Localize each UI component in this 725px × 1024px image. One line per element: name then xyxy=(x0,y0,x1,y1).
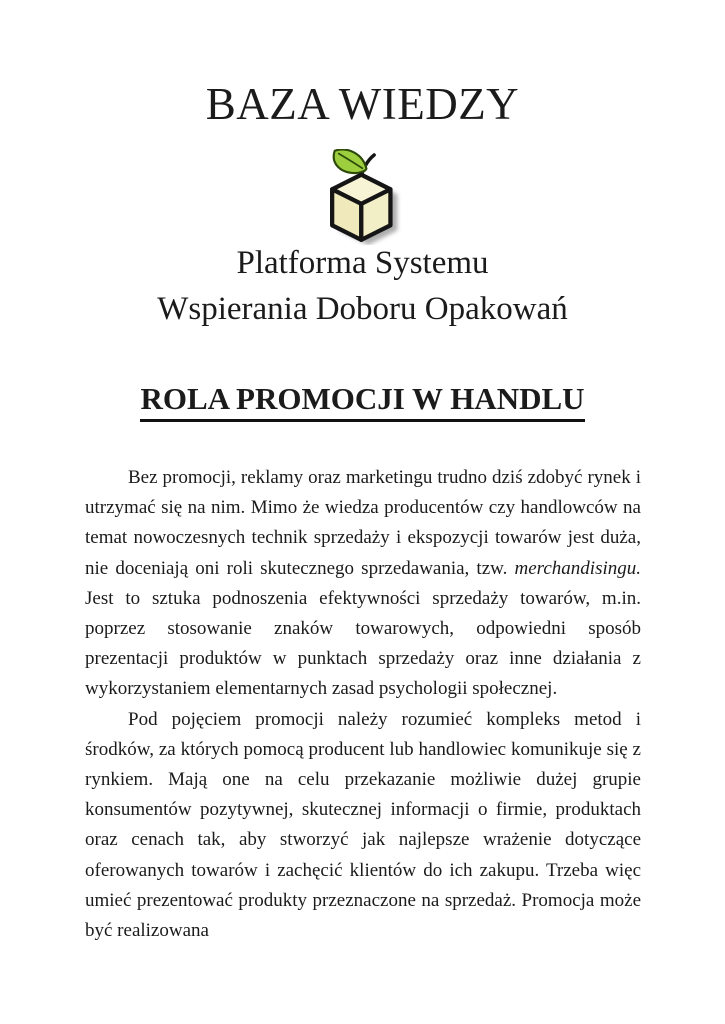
text-run: Pod pojęciem promocji należy rozumieć kompleks metod i środków, za których pomocą producent lub handlowiec komunikuje się z rynkiem. Mają one na celu przekazanie możliwie dużej grupie konsumentów pozytywnej, skutecznej informacji o firmie, produktach oraz cenach tak, aby stworzyć jak najlepsze wrażenie dotyczące oferowanych towarów i zachęcić klientów do ich zakupu. Trzeba więc umieć prezentować produkty przeznaczone na sprzedaż. Promocja może być realizowana xyxy=(85,708,641,942)
subtitle-line2: Wspierania Doboru Opakowań xyxy=(157,291,568,327)
text-run: Jest to sztuka podnoszenia efektywności sprzedaży towarów, m.in. poprzez stosowanie znaków towarowych, odpowiedni sposób prezentacji produktów w punktach sprzedaży oraz inne działania z wykorzystaniem elementarnych zasad psychologii społecznej. xyxy=(85,587,641,700)
section-heading-text: ROLA PROMOCJI W HANDLU xyxy=(140,381,584,422)
text-run: Bez promocji, reklamy oraz marketingu trudno dziś zdobyć rynek i utrzymać się na nim. Mimo że wiedza producentów czy handlowców na temat nowoczesnych technik sprzedaży i ekspozycji towarów jest duża, nie doceniają oni roli skutecznego sprzedawania, tzw. xyxy=(85,467,641,579)
subtitle-line1: Platforma Systemu xyxy=(236,245,489,281)
subtitle xyxy=(0,240,725,332)
cube-with-leaf-icon xyxy=(320,149,406,245)
italic-text-run: merchandisingu. xyxy=(514,557,641,579)
page-title: BAZA WIEDZY xyxy=(205,79,520,129)
section-heading xyxy=(0,381,725,422)
paragraph xyxy=(85,463,641,705)
document-body xyxy=(85,463,641,946)
cube-with-leaf-logo xyxy=(0,149,725,245)
paragraph xyxy=(85,705,641,947)
